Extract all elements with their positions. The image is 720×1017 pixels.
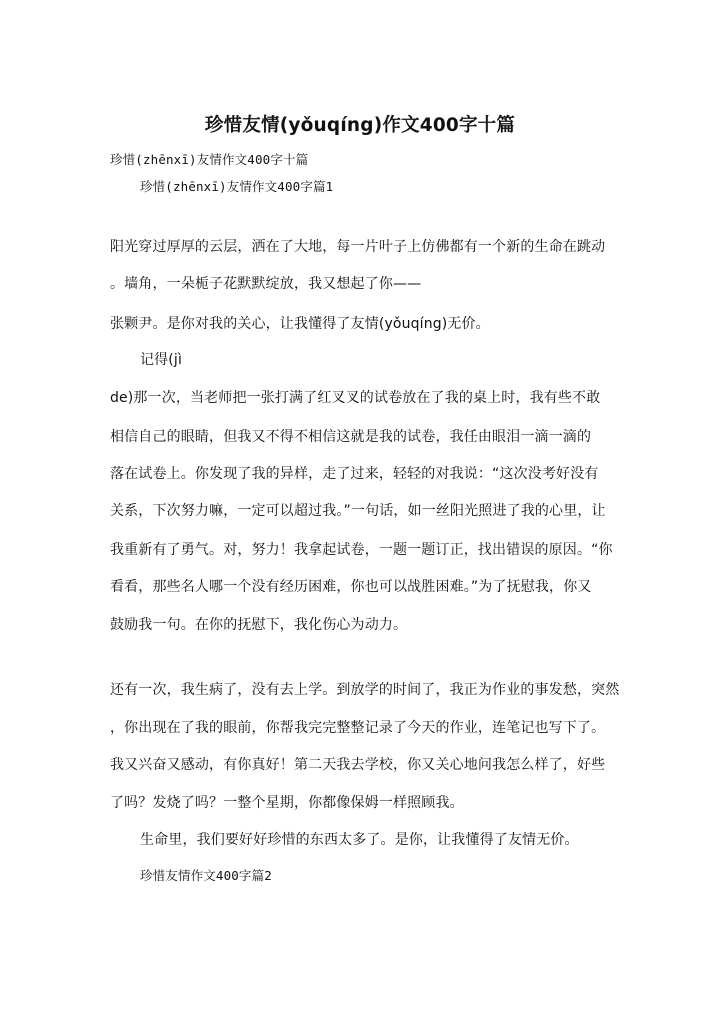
paragraph-line: 。墙角，一朵栀子花默默绽放，我又想起了你—— [110,276,422,292]
document-title: 珍惜友情(yǒuqíng)作文400字十篇 [204,115,516,136]
section-heading-1: 珍惜(zhēnxī)友情作文400字篇1 [140,179,334,194]
paragraph-line: ，你出现在了我的眼前，你帮我完完整整记录了今天的作业，连笔记也写下了。 [110,720,606,736]
paragraph-line: 张颗尹。是你对我的关心，让我懂得了友情(yǒuqíng)无价。 [110,316,490,332]
paragraph-line: 落在试卷上。你发现了我的异样，走了过来，轻轻的对我说：“这次没考好没有 [110,466,599,482]
paragraph-line: 生命里，我们要好好珍惜的东西太多了。是你，让我懂得了友情无价。 [140,832,579,848]
paragraph-line: de)那一次，当老师把一张打满了红叉叉的试卷放在了我的桌上时，我有些不敢 [110,390,601,406]
paragraph-line: 记得(jì [140,352,182,368]
document-subtitle: 珍惜(zhēnxī)友情作文400字十篇 [110,152,309,167]
paragraph-line: 相信自己的眼睛，但我又不得不相信这就是我的试卷，我任由眼泪一滴一滴的 [110,429,592,445]
paragraph-line: 了吗？发烧了吗？一整个星期，你都像保姆一样照顾我。 [110,795,464,811]
paragraph-line: 还有一次，我生病了，没有去上学。到放学的时间了，我正为作业的事发愁，突然 [110,682,620,698]
paragraph-line: 阳光穿过厚厚的云层，洒在了大地，每一片叶子上仿佛都有一个新的生命在跳动 [110,239,606,255]
section-heading-2: 珍惜友情作文400字篇2 [140,868,272,883]
paragraph-line: 看看，那些名人哪一个没有经历困难，你也可以战胜困难。”为了抚慰我，你又 [110,579,592,595]
paragraph-line: 我重新有了勇气。对，努力！我拿起试卷，一题一题订正，找出错误的原因。“你 [110,542,613,558]
paragraph-line: 鼓励我一句。在你的抚慰下，我化伤心为动力。 [110,617,408,633]
paragraph-line: 我又兴奋又感动，有你真好！第二天我去学校，你又关心地问我怎么样了，好些 [110,757,606,773]
paragraph-line: 关系，下次努力嘛，一定可以超过我。”一句话，如一丝阳光照进了我的心里，让 [110,503,606,519]
